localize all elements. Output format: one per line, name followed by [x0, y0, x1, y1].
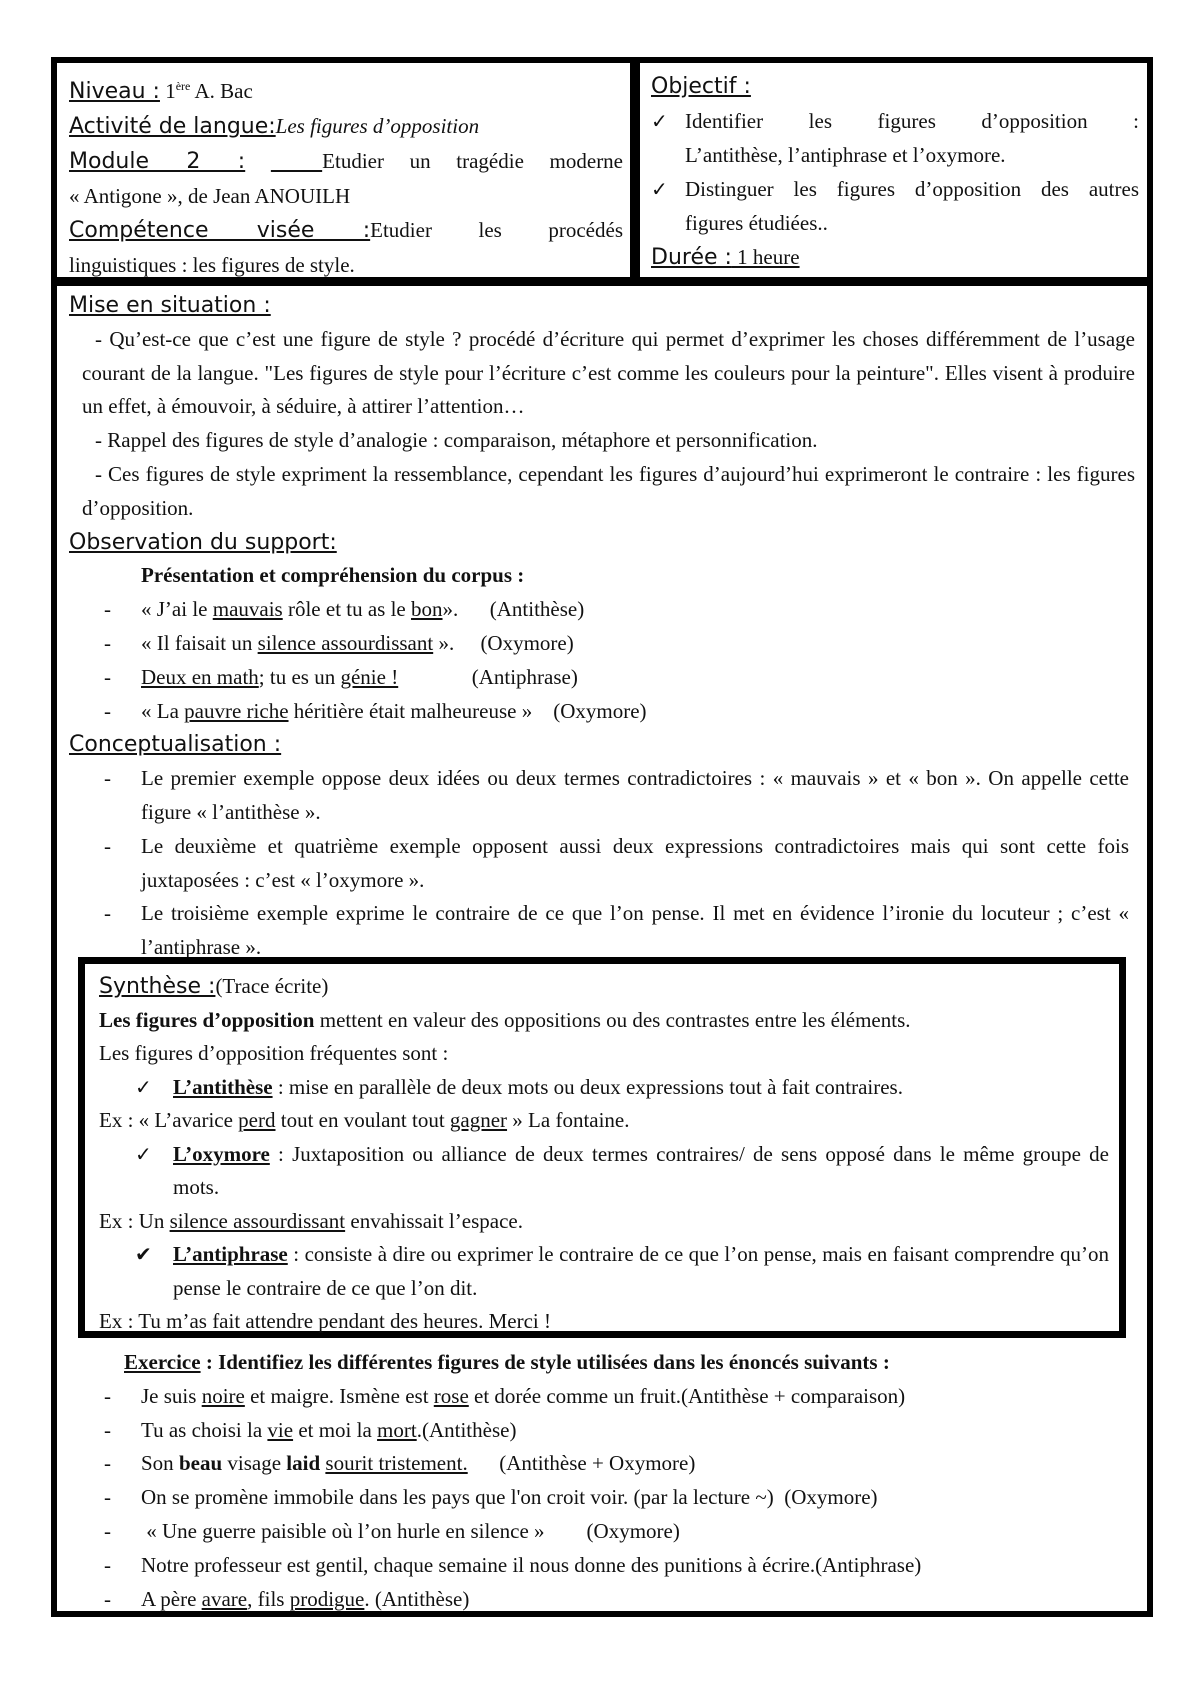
exercice-text: Tu as choisi la — [141, 1417, 268, 1442]
corpus-text: ». (Antithèse) — [442, 597, 585, 622]
header-divider — [630, 63, 640, 277]
lesson-body — [69, 289, 1135, 965]
list-item — [69, 695, 1135, 729]
oxymore-def: : Juxtaposition ou alliance de deux termes contraires/ de sens opposé dans le même groupe de mots. — [173, 1141, 1109, 1199]
list-item — [69, 1481, 1135, 1515]
synthese-intro — [99, 1004, 1109, 1038]
antithese-term: L’antithèse — [173, 1074, 273, 1099]
exercice-text: . (Antithèse) — [364, 1586, 470, 1611]
example-text: Ex : « L’avarice — [99, 1108, 239, 1132]
exercice-underlined: vie — [267, 1417, 294, 1442]
duree-value: 1 heure — [731, 245, 800, 269]
antiphrase-def: : consiste à dire ou exprimer le contraire de ce que l’on pense, mais en faisant comprendre qu’on pense le contraire de ce que l’on dit. — [173, 1242, 1109, 1300]
example-text: envahissait l’espace. — [345, 1208, 523, 1233]
check-bold-icon: ✔ — [135, 1242, 152, 1266]
exercice-underlined: sourit tristement. — [325, 1451, 468, 1476]
synthese-antiphrase — [99, 1238, 1109, 1305]
list-item — [69, 627, 1135, 661]
check-icon: ✓ — [135, 1141, 152, 1166]
corpus-underlined: génie ! — [340, 664, 399, 689]
competence-value-line1: Etudier les procédés — [370, 218, 623, 242]
corpus-text: ; tu es un — [258, 664, 341, 689]
objectif-item-line: Identifier les figures d’opposition : — [685, 109, 1139, 133]
exercice-list — [69, 1380, 1135, 1617]
synthese-antithese — [99, 1071, 1109, 1105]
exercice-bold: beau — [178, 1451, 223, 1476]
objectif-item — [651, 172, 1139, 240]
module-value-line2: « Antigone », de Jean ANOUILH — [69, 184, 351, 208]
dash-icon: - — [104, 833, 111, 858]
observation-title: Observation du support: — [69, 529, 337, 555]
exercice-underlined: prodigue — [289, 1586, 365, 1611]
dash-icon: - — [104, 1586, 111, 1611]
synthese-title-row — [99, 970, 1109, 1004]
example-underlined: perd — [238, 1108, 276, 1132]
document-frame — [51, 57, 1153, 1617]
corpus-underlined: Deux en math — [141, 664, 259, 689]
niveau-label: Niveau : — [69, 79, 160, 104]
list-item — [69, 1583, 1135, 1617]
observation-subtitle: Présentation et compréhension du corpus : — [141, 563, 525, 588]
list-item — [69, 1447, 1135, 1481]
conceptualisation-item: Le troisième exemple exprime le contraire de ce que l’on pense. Il met en évidence l’ironie du locuteur ; c’est « l’antiphrase ». — [141, 901, 1129, 960]
list-item — [69, 1549, 1135, 1583]
dash-icon: - — [104, 901, 111, 926]
synthese-intro2: Les figures d’opposition fréquentes sont : — [99, 1041, 449, 1065]
module-value-spacer — [271, 149, 322, 173]
duree-label: Durée : — [651, 245, 732, 270]
exercice-label: Exercice — [124, 1350, 201, 1374]
corpus-text: « J’ai le — [141, 597, 213, 622]
competence-value-line2: linguistiques : les figures de style. — [69, 253, 355, 277]
corpus-text: héritière était malheureuse » (Oxymore) — [288, 698, 647, 723]
example-text: Ex : Un — [99, 1208, 170, 1233]
header-table — [57, 63, 1147, 277]
check-icon: ✓ — [651, 177, 668, 201]
synthese-intro-rest: mettent en valeur des oppositions ou des contrastes entre les éléments. — [314, 1007, 911, 1032]
exercice-text: Je suis — [141, 1383, 202, 1408]
exercice-underlined: noire — [201, 1383, 245, 1408]
exercice-instruction: : Identifiez les différentes figures de style utilisées dans les énoncés suivants : — [200, 1350, 890, 1374]
niveau-value-prefix: 1 — [159, 79, 176, 103]
exercice-text: .(Antithèse) — [416, 1417, 517, 1442]
list-item — [69, 593, 1135, 627]
module-value-line1: Etudier un tragédie moderne — [322, 149, 624, 173]
activite-value: Les figures d’opposition — [275, 114, 480, 138]
example-text: tout en voulant tout — [275, 1108, 450, 1132]
list-item — [69, 661, 1135, 695]
synthese-title-note: (Trace écrite) — [215, 974, 329, 998]
niveau-value-suffix: A. Bac — [190, 79, 253, 103]
dash-icon: - — [104, 1383, 111, 1408]
exercice-text: « Une guerre paisible où l’on hurle en silence » (Oxymore) — [141, 1518, 680, 1543]
exercice-text: et moi la — [293, 1417, 378, 1442]
exercice-text: et dorée comme un fruit.(Antithèse + comparaison) — [468, 1383, 906, 1408]
exercice-underlined: avare — [201, 1586, 248, 1611]
competence-row — [69, 213, 623, 248]
corpus-text: rôle et tu as le — [282, 597, 412, 622]
oxymore-example — [99, 1205, 1109, 1239]
objectif-item-line: figures étudiées.. — [685, 211, 828, 235]
dash-icon: - — [104, 1518, 111, 1543]
dash-icon: - — [104, 1451, 111, 1476]
mise-en-situation-p1: - Qu’est-ce que c’est une figure de style ? procédé d’écriture qui permet d’exprimer les choses différemment de l’usage courant de la langue. "Les figures de style pour l’écriture c’est comme les couleurs pour la peinture". Elles visent à produire un effet, à émouvoir, à séduire, à attirer l’attention… — [82, 326, 1135, 419]
objectif-label: Objectif : — [651, 74, 751, 99]
duree-row — [651, 240, 1139, 275]
antithese-example — [99, 1104, 1109, 1138]
list-item — [69, 1380, 1135, 1414]
mise-en-situation-title: Mise en situation : — [69, 293, 271, 318]
exercice-text: visage — [222, 1451, 287, 1476]
dash-icon: - — [104, 1417, 111, 1442]
list-item — [69, 1414, 1135, 1448]
check-icon: ✓ — [651, 109, 668, 133]
corpus-underlined: pauvre riche — [184, 698, 289, 723]
competence-label: Compétence visée : — [69, 218, 371, 243]
conceptualisation-title: Conceptualisation : — [69, 732, 282, 758]
mise-en-situation-p2: - Rappel des figures de style d’analogie : comparaison, métaphore et personnification. — [95, 428, 818, 453]
corpus-text: ». (Oxymore) — [433, 630, 574, 655]
exercice-text: Notre professeur est gentil, chaque semaine il nous donne des punitions à écrire.(Antiphrase) — [141, 1552, 922, 1577]
corpus-text: (Antiphrase) — [398, 664, 578, 689]
list-item — [69, 897, 1135, 965]
conceptualisation-list — [69, 762, 1135, 965]
dash-icon: - — [104, 766, 111, 791]
exercice-text: Son — [141, 1451, 179, 1476]
corpus-text: « Il faisait un — [141, 630, 258, 655]
dash-icon: - — [104, 597, 111, 622]
activite-row — [69, 109, 623, 144]
objectif-item-line: Distinguer les figures d’opposition des autres — [685, 177, 1139, 201]
header-bottom-rule — [57, 277, 1147, 286]
exercice-text: , fils — [247, 1586, 290, 1611]
list-item — [69, 1515, 1135, 1549]
dash-icon: - — [104, 698, 111, 723]
objectif-item — [651, 104, 1139, 172]
exercice-underlined: mort — [377, 1417, 417, 1442]
oxymore-term: L’oxymore — [173, 1141, 270, 1166]
exercice-bold: laid — [286, 1451, 321, 1476]
niveau-row — [69, 69, 623, 109]
antiphrase-example: Ex : Tu m’as fait attendre pendant des heures. Merci ! — [99, 1309, 551, 1333]
exercice-heading — [69, 1346, 1135, 1380]
corpus-list — [69, 593, 1135, 728]
antithese-def: : mise en parallèle de deux mots ou deux expressions tout à fait contraires. — [272, 1074, 903, 1099]
antiphrase-term: L’antiphrase — [173, 1242, 288, 1266]
corpus-underlined: silence assourdissant — [257, 630, 434, 655]
example-underlined: gagner — [449, 1108, 508, 1132]
module-row — [69, 144, 623, 179]
example-underlined: silence assourdissant — [169, 1208, 346, 1233]
conceptualisation-item: Le premier exemple oppose deux idées ou deux termes contradictoires : « mauvais » et « bon ». On appelle cette figure « l’antithèse ». — [141, 766, 1129, 824]
exercice-section — [69, 1346, 1135, 1616]
dash-icon: - — [104, 1552, 111, 1577]
synthese-box — [78, 957, 1126, 1338]
module-label: Module 2 : — [69, 149, 246, 174]
list-item — [69, 830, 1135, 898]
dash-icon: - — [104, 630, 111, 655]
header-left-cell — [69, 69, 623, 282]
exercice-underlined: rose — [433, 1383, 469, 1408]
exercice-text: (Antithèse + Oxymore) — [467, 1451, 696, 1476]
niveau-sup: ère — [175, 79, 191, 93]
exercice-text: A père — [141, 1586, 202, 1611]
exercice-text: On se promène immobile dans les pays que l'on croit voir. (par la lecture ~) (Oxymore) — [141, 1485, 878, 1510]
objectif-row — [651, 69, 1139, 104]
conceptualisation-item: Le deuxième et quatrième exemple opposent aussi deux expressions contradictoires mais qui sont cette fois juxtaposées : c’est « l’oxymore ». — [141, 833, 1129, 892]
corpus-underlined: mauvais — [212, 597, 283, 622]
activite-label: Activité de langue: — [69, 114, 276, 139]
dash-icon: - — [104, 664, 111, 689]
list-item — [69, 762, 1135, 830]
synthese-intro-bold: Les figures d’opposition — [99, 1007, 315, 1032]
corpus-text: « La — [141, 698, 185, 723]
corpus-underlined: bon — [411, 597, 443, 622]
objectif-item-line: L’antithèse, l’antiphrase et l’oxymore. — [685, 143, 1006, 167]
synthese-title: Synthèse : — [99, 974, 216, 999]
check-icon: ✓ — [135, 1074, 152, 1099]
header-right-cell — [651, 69, 1139, 275]
dash-icon: - — [104, 1485, 111, 1510]
mise-en-situation-p3: - Ces figures de style expriment la ressemblance, cependant les figures d’aujourd’hui exprimeront le contraire : les figures d’opposition. — [82, 461, 1135, 520]
synthese-oxymore — [99, 1138, 1109, 1205]
exercice-text: et maigre. Ismène est — [244, 1383, 434, 1408]
example-text: » La fontaine. — [507, 1108, 630, 1132]
